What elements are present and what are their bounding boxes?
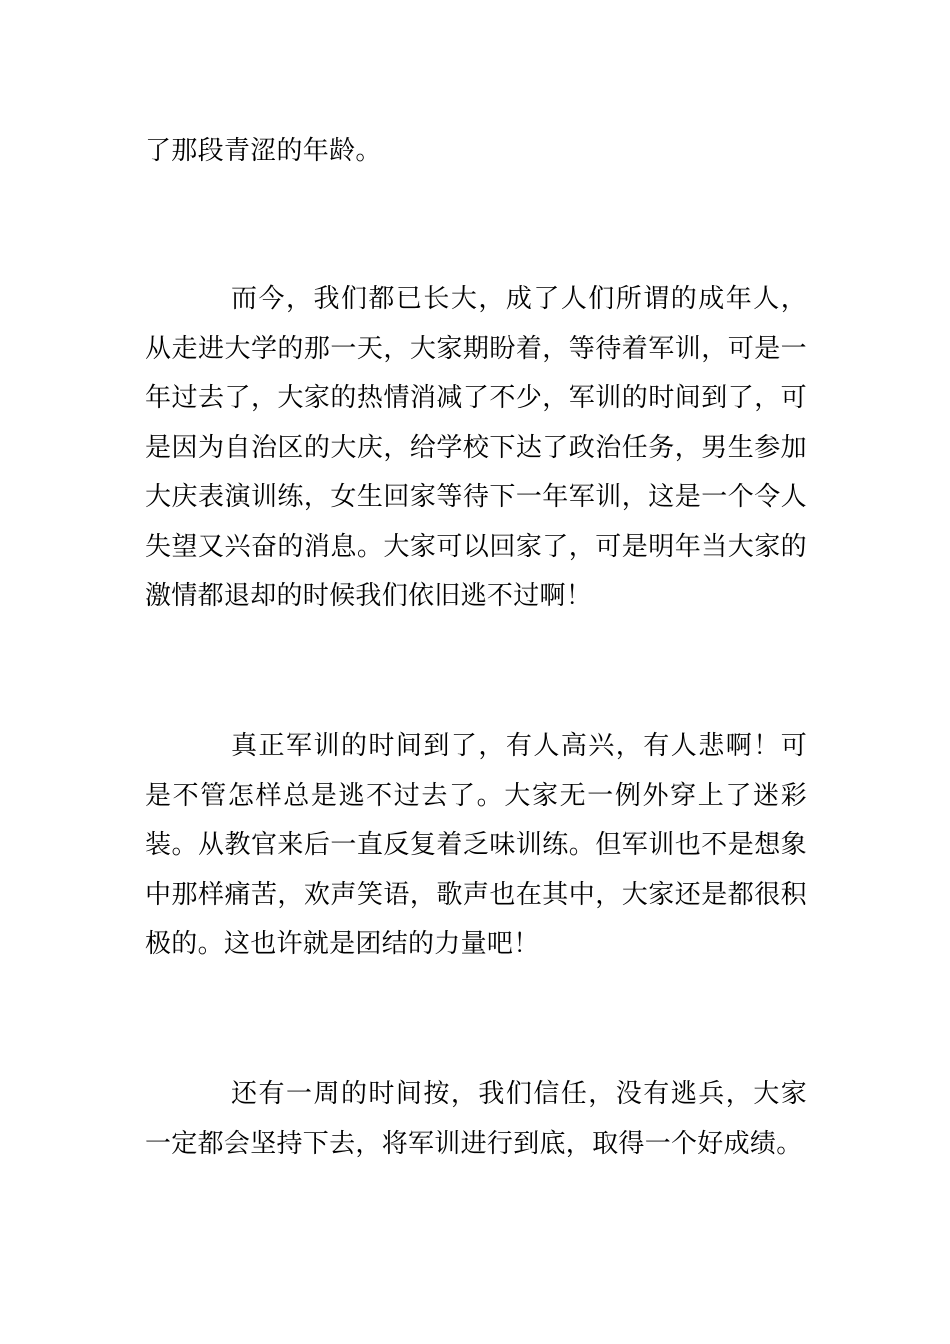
paragraph-final-week: 还有一周的时间按，我们信任，没有逃兵，大家一定都会坚持下去，将军训进行到底，取得一个好成绩。 bbox=[145, 1079, 807, 1159]
paragraph-training-begins: 真正军训的时间到了，有人高兴，有人悲啊！可是不管怎样总是逃不过去了。大家无一例外穿上了迷彩装。从教官来后一直反复着乏味训练。但军训也不是想象中那样痛苦，欢声笑语，歌声也在其中，大家还是都很积极的。这也许就是团结的力量吧！ bbox=[145, 731, 807, 959]
paragraph-growing-up: 而今，我们都已长大，成了人们所谓的成年人，从走进大学的那一天，大家期盼着，等待着军训，可是一年过去了，大家的热情消减了不少，军训的时间到了，可是因为自治区的大庆，给学校下达了政治任务，男生参加大庆表演训练，女生回家等待下一年军训，这是一个令人失望又兴奋的消息。大家可以回家了，可是明年当大家的激情都退却的时候我们依旧逃不过啊！ bbox=[145, 284, 807, 611]
paragraph-continuation: 了那段青涩的年龄。 bbox=[145, 136, 382, 166]
